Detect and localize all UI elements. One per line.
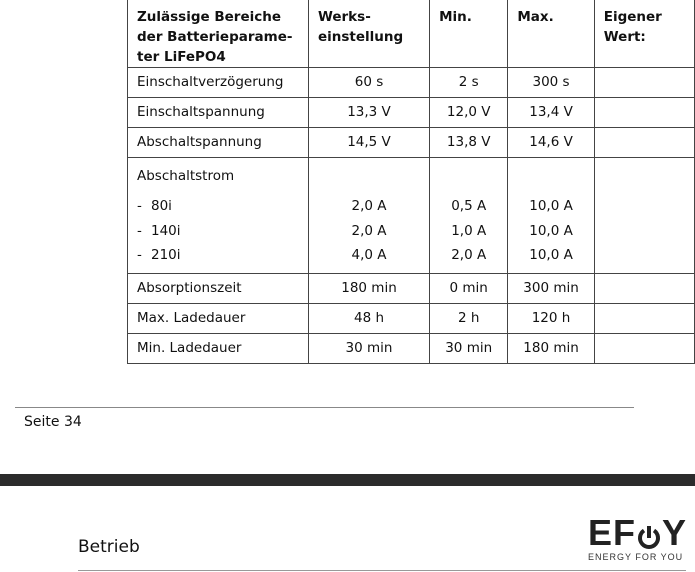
header-own-value: [594, 0, 694, 68]
min-value: 13,8 V: [430, 128, 508, 158]
max-value: 300 s: [508, 68, 594, 98]
efoy-logo: [588, 512, 688, 562]
page-number: Seite 34: [24, 414, 82, 430]
dash-mark: -: [137, 247, 142, 263]
own-value-cell[interactable]: [594, 68, 694, 98]
table-row: [128, 304, 695, 334]
factory-value: 2,0 A: [351, 222, 387, 239]
dash-mark: -: [137, 222, 142, 239]
row-label: Einschaltverzögerung: [128, 68, 309, 98]
factory-value: 13,3 V: [308, 98, 429, 128]
header-min-text: Min.: [439, 9, 472, 25]
battery-parameter-table: [127, 0, 695, 364]
header-parameter: [128, 0, 309, 68]
factory-value: 14,5 V: [308, 128, 429, 158]
min-value: 0 min: [430, 274, 508, 304]
logo-tagline: ENERGY FOR YOU: [588, 552, 684, 562]
header-factory-setting: [308, 0, 429, 68]
table-row: [128, 274, 695, 304]
max-values-cell: [508, 158, 594, 274]
page-separator: [0, 474, 695, 486]
row-label: Absorptionszeit: [128, 274, 309, 304]
abschaltstrom-row: [128, 158, 695, 274]
logo-text-right: Y: [662, 512, 688, 553]
max-value: 14,6 V: [508, 128, 594, 158]
table-row: [128, 98, 695, 128]
table-header-row: [128, 0, 695, 68]
header-own-text: Eigener Wert:: [603, 9, 662, 45]
min-value: 12,0 V: [430, 98, 508, 128]
row-label: Max. Ladedauer: [128, 304, 309, 334]
factory-value: 2,0 A: [351, 198, 387, 214]
header-max-text: Max.: [517, 9, 554, 25]
model-line: [137, 194, 299, 219]
min-values-cell: [430, 158, 508, 274]
abschaltstrom-label-cell: [128, 158, 309, 274]
logo-wordmark: [588, 512, 688, 553]
factory-values-cell: [308, 158, 429, 274]
factory-value: 4,0 A: [351, 247, 387, 263]
power-icon: [637, 520, 661, 546]
min-value: 1,0 A: [451, 222, 487, 239]
model-name: 140i: [151, 222, 181, 239]
own-value-cell[interactable]: [594, 158, 694, 274]
own-value-cell[interactable]: [594, 334, 694, 364]
row-label: Abschaltstrom: [137, 167, 235, 184]
header-factory-text: Werks- einstellung: [317, 9, 404, 45]
model-line: [137, 243, 299, 268]
model-line: [137, 219, 299, 244]
row-label: Abschaltspannung: [128, 128, 309, 158]
footer-divider: [15, 407, 634, 408]
max-value: 13,4 V: [508, 98, 594, 128]
min-value: 0,5 A: [451, 198, 487, 214]
header-max: [508, 0, 594, 68]
own-value-cell[interactable]: [594, 98, 694, 128]
header-parameter-text: Zulässige Bereiche der Batterieparame- ter LiFePO4: [137, 9, 293, 65]
table-row: [128, 68, 695, 98]
factory-value: 48 h: [308, 304, 429, 334]
section-title: Betrieb: [78, 537, 140, 557]
model-name: 80i: [151, 198, 172, 214]
max-value: 10,0 A: [529, 247, 573, 263]
min-value: 2 s: [430, 68, 508, 98]
factory-value: 60 s: [308, 68, 429, 98]
max-value: 10,0 A: [529, 198, 573, 214]
max-value: 180 min: [508, 334, 594, 364]
own-value-cell[interactable]: [594, 304, 694, 334]
table-row: [128, 128, 695, 158]
model-name: 210i: [151, 247, 181, 263]
min-value: 30 min: [430, 334, 508, 364]
own-value-cell[interactable]: [594, 274, 694, 304]
factory-value: 30 min: [308, 334, 429, 364]
logo-text-left: EF: [588, 512, 637, 553]
max-value: 120 h: [508, 304, 594, 334]
max-value: 300 min: [508, 274, 594, 304]
table-row: [128, 334, 695, 364]
min-value: 2 h: [430, 304, 508, 334]
header-min: [430, 0, 508, 68]
header-divider: [78, 570, 686, 571]
max-value: 10,0 A: [529, 222, 573, 239]
row-label: Min. Ladedauer: [128, 334, 309, 364]
factory-value: 180 min: [308, 274, 429, 304]
own-value-cell[interactable]: [594, 128, 694, 158]
min-value: 2,0 A: [451, 247, 487, 263]
row-label: Einschaltspannung: [128, 98, 309, 128]
dash-mark: -: [137, 198, 142, 214]
